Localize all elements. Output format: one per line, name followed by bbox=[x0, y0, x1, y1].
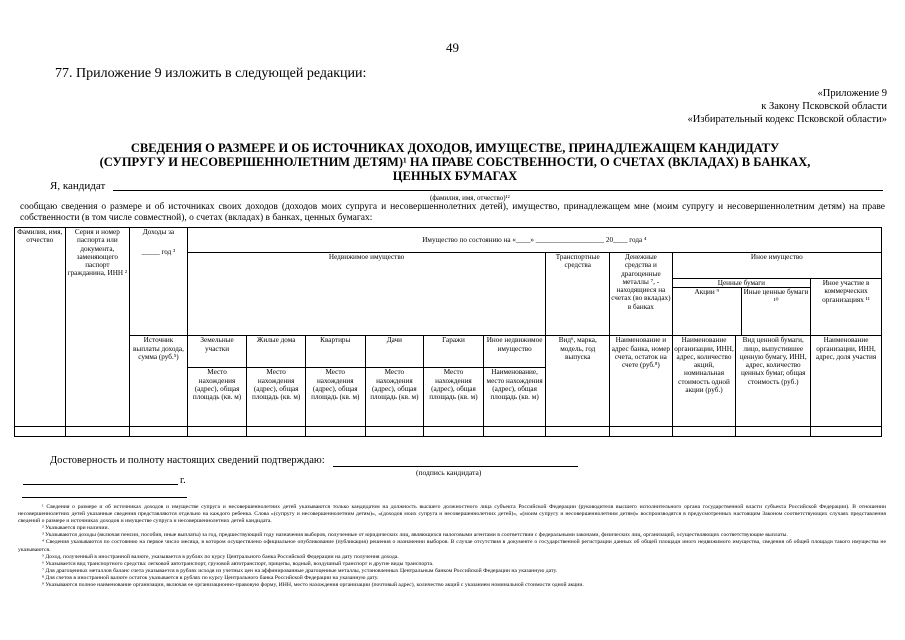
column-other-securities: Вид ценной бумаги, лицо, выпустившее ценную бумагу, ИНН, адрес, количество ценных бумаг, общая стоимость (руб.) bbox=[736, 336, 811, 427]
table-cell[interactable] bbox=[247, 427, 306, 437]
appendix-line: «Избирательный кодекс Псковской области» bbox=[687, 114, 887, 125]
footnote: ⁵ Доход, полученный в иностранной валюте, указывается в рублях по курсу Центрального банка Российской Федерации на дату получения дохода. bbox=[42, 553, 399, 560]
column-other-realty: Иное недвижимое имущество bbox=[483, 336, 546, 368]
footnote: ² Указывается при наличии. bbox=[42, 525, 109, 532]
table-cell[interactable] bbox=[187, 427, 247, 437]
column-garages: Гаражи bbox=[424, 336, 484, 368]
footnote: ⁶ Указывается вид транспортного средства: легковой автотранспорт, грузовой автотранспорт, прицепы, водный, воздушный транспорт и другие виды транспорта. bbox=[42, 560, 434, 567]
footnote: ¹ Сведения о размере и об источниках доходов и имуществе супруга и несовершеннолетних детей указываются только кандидатом на должность высшего должностного лица субъекта Российской Федерации (руководителя высшего исполнительного органа государственной власти субъекта Российской Федерации). В отношении несовершеннолетних детей указанные сведения представляются отдельно на каждого ребенка. Слова «(супругу и несовершеннолетним детям)», «(доходов моих супруга и несовершеннолетних детей)», «(моим супругу и несовершеннолетним детям)» воспроизводятся в предусмотренных настоящим Законом соответствующих случаях представления сведений о размере и источниках доходов и имуществе супруга и несовершеннолетних детей кандидата. bbox=[18, 504, 886, 525]
table-cell[interactable] bbox=[483, 427, 546, 437]
header-shares: Акции ⁹ bbox=[673, 288, 742, 335]
signature-caption: (подпись кандидата) bbox=[416, 468, 482, 477]
reports-text: сообщаю сведения о размере и об источниках своих доходов (доходов моих супруга и несовершеннолетних детей), имущество, принадлежащем мне (моим супругу и несовершеннолетним детям) на праве собственности (в том числе совместной), о счетах (вкладах) в банках, ценных бумагах: bbox=[20, 202, 885, 223]
header-money: Денежные средства и драгоценные металлы ⁷, - находящиеся на счетах (во вкладах) в банках bbox=[610, 253, 673, 336]
table-cell[interactable] bbox=[65, 427, 130, 437]
header-property-date: Имущество по состоянию на «____» ___________________ 20____ года ⁴ bbox=[187, 228, 881, 253]
appendix-reference bbox=[688, 87, 887, 126]
table-cell[interactable] bbox=[15, 427, 66, 437]
header-securities-label: Ценные бумаги bbox=[673, 279, 810, 288]
title-line: ЦЕННЫХ БУМАГАХ bbox=[392, 169, 518, 183]
table-cell[interactable] bbox=[672, 427, 736, 437]
column-dachas: Дачи bbox=[365, 336, 424, 368]
header-fio: Фамилия, имя, отчество bbox=[15, 228, 66, 427]
appendix-line: «Приложение 9 bbox=[817, 88, 887, 99]
footnote-separator bbox=[22, 497, 187, 498]
table-cell[interactable] bbox=[546, 427, 610, 437]
footnote: ⁹ Указываются полное наименование организации, включая ее организационно-правовую форму, ИНН, место нахождения организации (почтовый адрес), количество акций с указанием номинальной стоимости одной акции. bbox=[42, 582, 584, 589]
column-houses-location: Место нахождения (адрес), общая площадь (кв. м) bbox=[247, 368, 306, 427]
column-garages-location: Место нахождения (адрес), общая площадь (кв. м) bbox=[424, 368, 484, 427]
column-land: Земельные участки bbox=[187, 336, 247, 368]
column-income-source: Источник выплаты дохода, сумма (руб.⁵) bbox=[130, 336, 188, 427]
column-transport: Вид⁶, марка, модель, год выпуска bbox=[546, 336, 610, 427]
column-flats-location: Место нахождения (адрес), общая площадь (кв. м) bbox=[305, 368, 365, 427]
header-income-top: Доходы за bbox=[142, 228, 175, 236]
footnote: ⁴ Сведения указываются по состоянию на первое число месяца, в котором осуществлено официальное опубликование (публикация) решения о назначении выборов. В случае отсутствия в документе о государственной регистрации данных об общей площади иного недвижимого имущества, сведения об общей площади такого имущества не указываются. bbox=[18, 539, 886, 553]
signature-line[interactable] bbox=[333, 466, 578, 467]
column-houses: Жилые дома bbox=[247, 336, 306, 368]
income-property-table bbox=[14, 227, 882, 437]
header-realty: Недвижимое имущество bbox=[187, 253, 546, 336]
header-income bbox=[130, 228, 188, 336]
title-line: (СУПРУГУ И НЕСОВЕРШЕННОЛЕТНИМ ДЕТЯМ)¹ НА ПРАВЕ СОБСТВЕННОСТИ, О СЧЕТАХ (ВКЛАДАХ) В БАНКАХ, bbox=[99, 155, 811, 169]
table-cell[interactable] bbox=[610, 427, 673, 437]
table-row bbox=[15, 427, 882, 437]
footnotes bbox=[18, 504, 886, 589]
page-number: 49 bbox=[446, 40, 459, 55]
amendment-item: 77. Приложение 9 изложить в следующей редакции: bbox=[55, 66, 367, 81]
table-cell[interactable] bbox=[424, 427, 484, 437]
footnote: ³ Указываются доходы (включая пенсии, пособия, иные выплаты) за год, предшествующий году назначения выборов, полученные от юридических лиц, являющихся налоговыми агентами в соответствии с федеральными законами, физических лиц, организаций, осуществляющих соответствующие выплаты. bbox=[42, 532, 788, 539]
appendix-line: к Закону Псковской области bbox=[761, 101, 887, 112]
footnote: ⁸ Для счетов в иностранной валюте остаток указывается в рублях по курсу Центрального банка Российской Федерации на указанную дату. bbox=[42, 574, 379, 581]
table-cell[interactable] bbox=[365, 427, 424, 437]
table-cell[interactable] bbox=[736, 427, 811, 437]
column-money: Наименование и адрес банка, номер счета, остаток на счете (руб.⁸) bbox=[610, 336, 673, 427]
date-line[interactable] bbox=[23, 484, 178, 485]
date-suffix: г. bbox=[180, 475, 186, 486]
table-cell[interactable] bbox=[811, 427, 882, 437]
column-other-realty-location: Наименование, место нахождения (адрес), общая площадь (кв. м) bbox=[483, 368, 546, 427]
header-transport: Транспортные средства bbox=[546, 253, 610, 336]
header-passport: Серия и номер паспорта или документа, заменяющего паспорт гражданина, ИНН ² bbox=[65, 228, 130, 427]
column-participation: Наименование организации, ИНН, адрес, доля участия bbox=[811, 336, 882, 427]
fio-fill-line[interactable] bbox=[113, 190, 883, 191]
footnote: ⁷ Для драгоценных металлов баланс счета указывается в рублях исходя из учетных цен на аффинированные драгоценные металлы, установленных Центральным банком Российской Федерации на указанную дату. bbox=[42, 567, 558, 574]
header-other-securities: Иные ценные бумаги ¹⁰ bbox=[743, 288, 809, 305]
header-income-year: _____ год ³ bbox=[141, 248, 176, 257]
table-cell[interactable] bbox=[130, 427, 188, 437]
column-flats: Квартиры bbox=[305, 336, 365, 368]
column-dachas-location: Место нахождения (адрес), общая площадь (кв. м) bbox=[365, 368, 424, 427]
confirmation-text: Достоверность и полноту настоящих сведений подтверждаю: bbox=[50, 455, 325, 466]
fio-caption: (фамилия, имя, отчество)¹² bbox=[430, 194, 510, 202]
header-securities bbox=[672, 279, 810, 336]
candidate-label: Я, кандидат bbox=[50, 180, 106, 192]
header-participation: Иное участие в коммерческих организациях ¹¹ bbox=[811, 279, 882, 336]
title-line: СВЕДЕНИЯ О РАЗМЕРЕ И ОБ ИСТОЧНИКАХ ДОХОДОВ, ИМУЩЕСТВЕ, ПРИНАДЛЕЖАЩЕМ КАНДИДАТУ bbox=[130, 141, 780, 155]
column-shares: Наименование организации, ИНН, адрес, количество акций, номинальная стоимость одной акции (руб.) bbox=[672, 336, 736, 427]
header-other-property: Иное имущество bbox=[672, 253, 881, 279]
document-title bbox=[60, 141, 850, 183]
column-land-location: Место нахождения (адрес), общая площадь (кв. м) bbox=[187, 368, 247, 427]
table-cell[interactable] bbox=[305, 427, 365, 437]
